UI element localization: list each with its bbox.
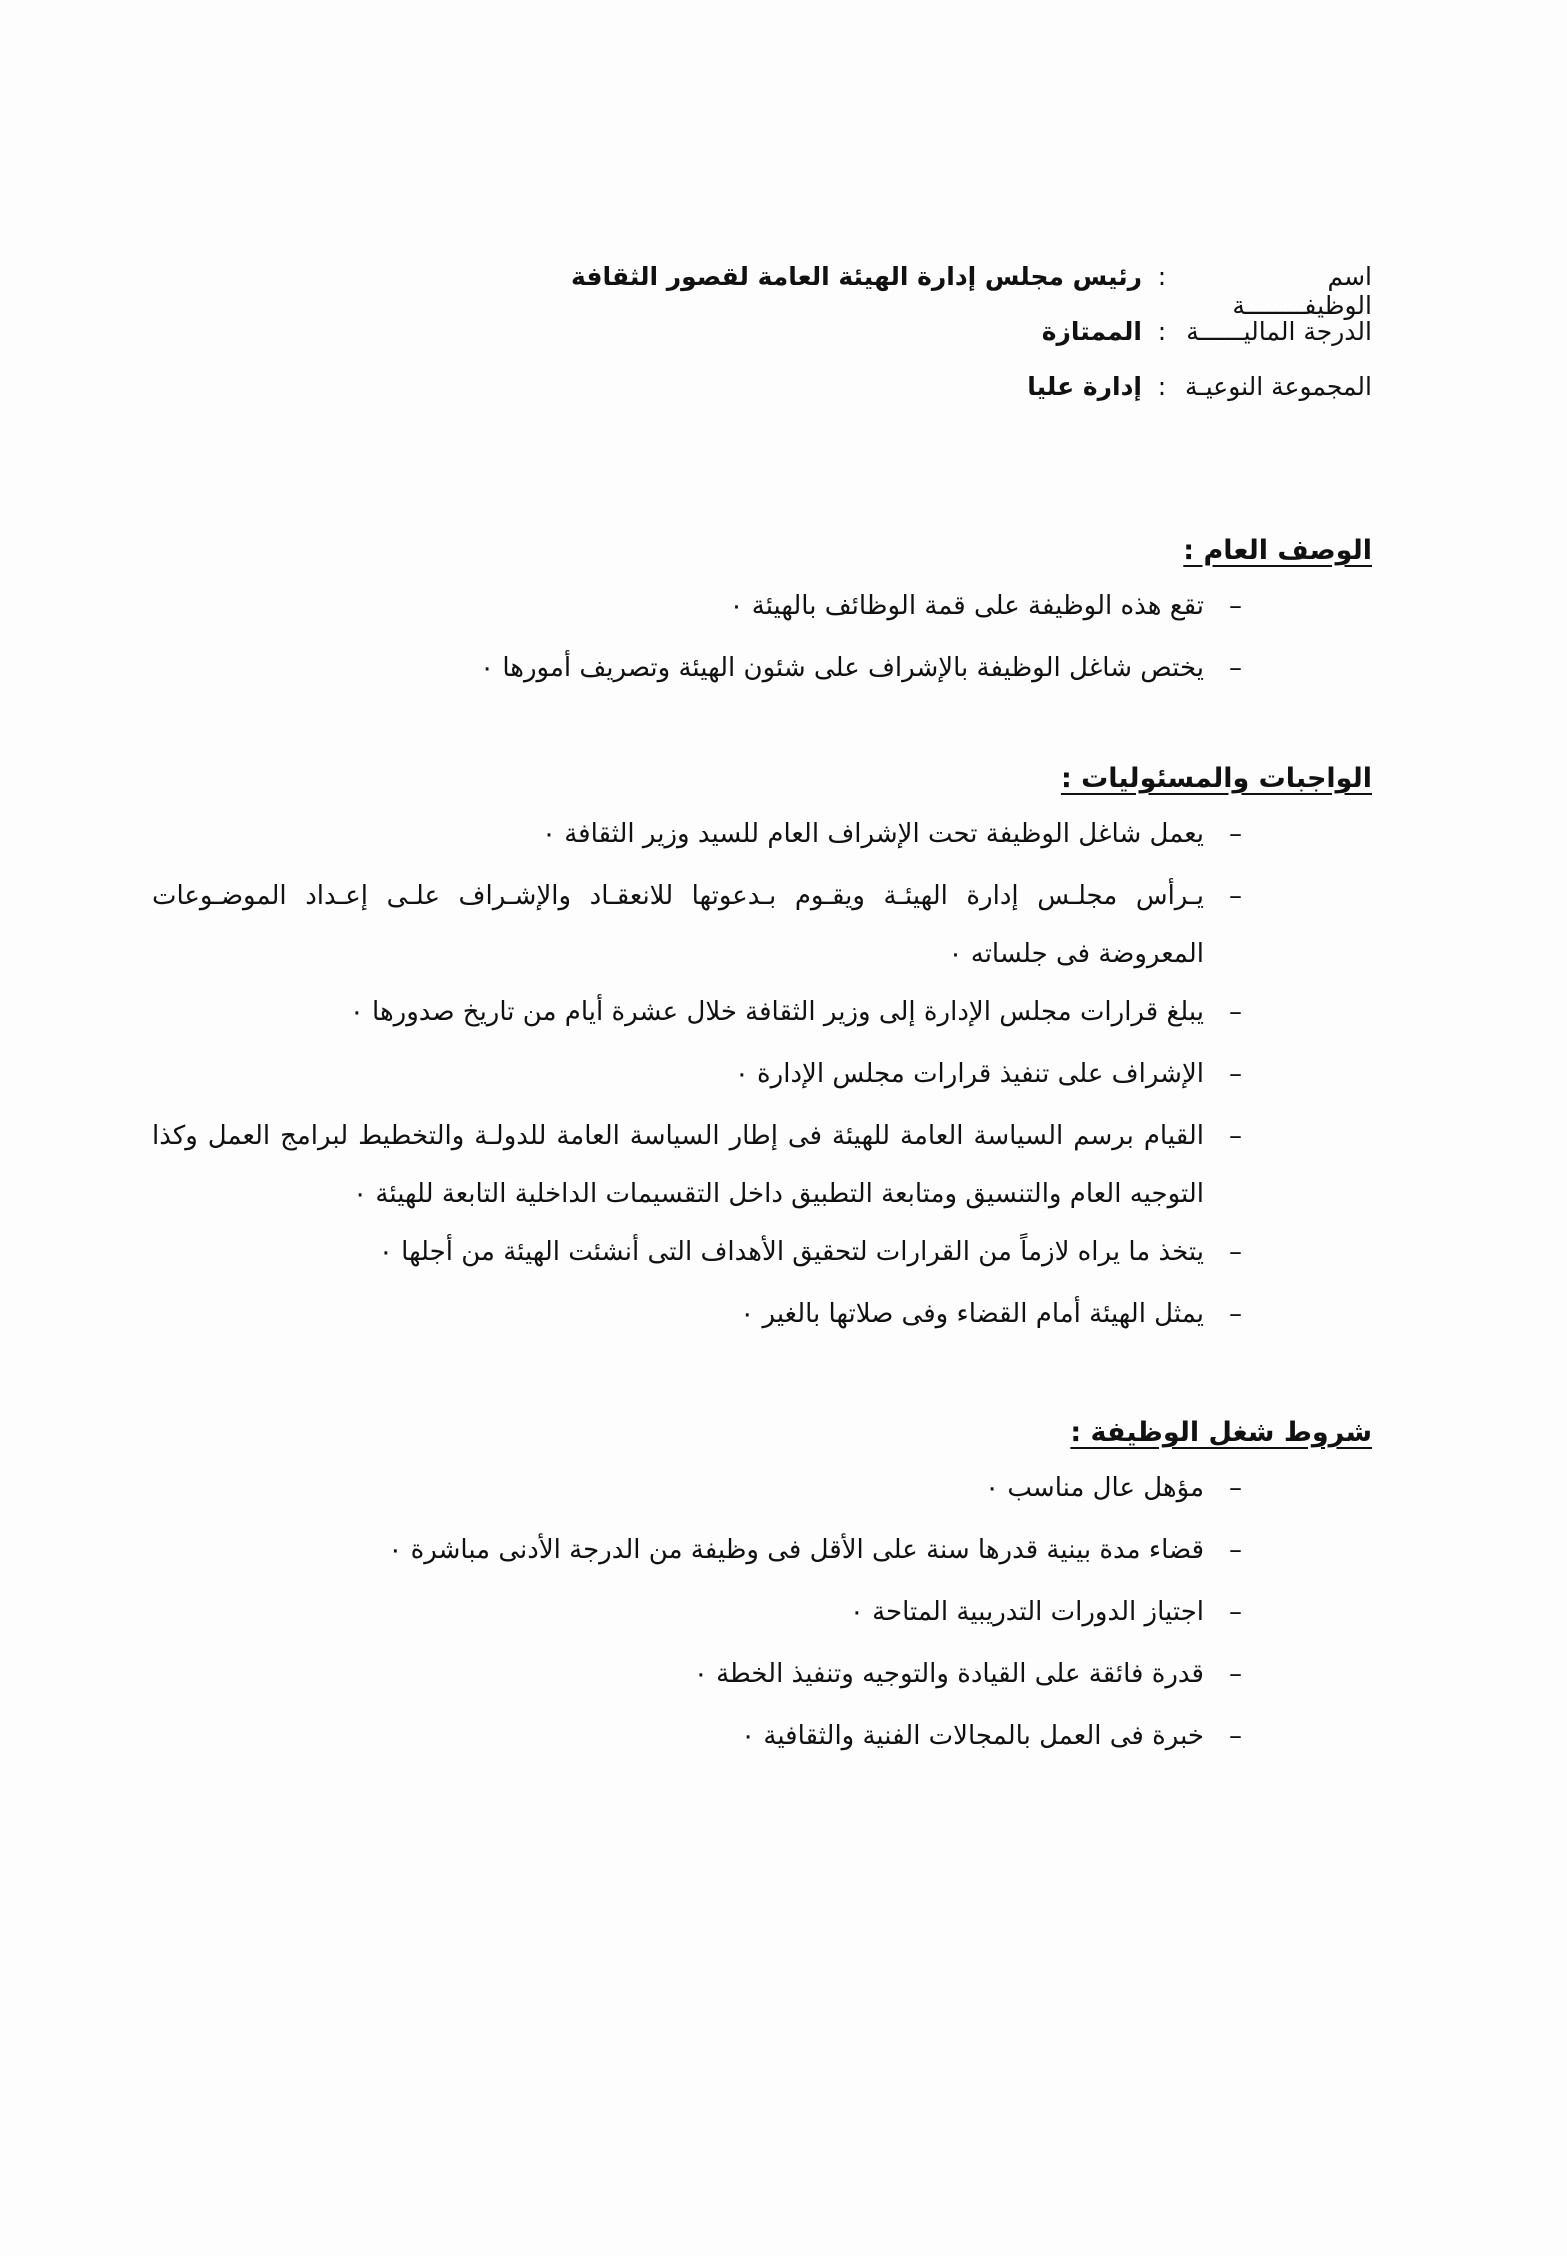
list-item [152, 577, 1372, 639]
list-item-text: قضاء مدة بينية قدرها سنة على الأقل فى وظيفة من الدرجة الأدنى مباشرة ٠ [388, 1535, 1204, 1565]
dash-bullet: – [1229, 1597, 1242, 1627]
list-item-text: يبلغ قرارات مجلس الإدارة إلى وزير الثقافة خلال عشرة أيام من تاريخ صدورها ٠ [349, 997, 1204, 1027]
job-title-label: اسم الوظيفــــــــة [1232, 262, 1372, 320]
dash-bullet: – [1229, 591, 1242, 621]
job-group-separator: : [1157, 372, 1167, 401]
job-group-row [152, 372, 1372, 427]
dash-bullet: – [1229, 997, 1242, 1027]
list-item [152, 1583, 1372, 1645]
list-item-text: يتخذ ما يراه لازماً من القرارات لتحقيق الأهداف التى أنشئت الهيئة من أجلها ٠ [378, 1237, 1204, 1267]
dash-bullet: – [1229, 1721, 1242, 1751]
list-item [152, 1645, 1372, 1707]
list-item-text: يمثل الهيئة أمام القضاء وفى صلاتها بالغير ٠ [740, 1299, 1204, 1329]
list-item [152, 1223, 1372, 1285]
dash-bullet: – [1229, 1299, 1242, 1329]
general-description-section [152, 525, 1372, 701]
job-title-separator: : [1157, 262, 1167, 291]
requirements-heading: شروط شغل الوظيفة : [1070, 1417, 1372, 1448]
dash-bullet: – [1229, 1535, 1242, 1565]
list-item [152, 639, 1372, 701]
list-item [152, 1459, 1372, 1521]
financial-grade-value: الممتازة [1041, 317, 1142, 346]
list-item [152, 1521, 1372, 1583]
dash-bullet: – [1229, 1237, 1242, 1267]
list-item-text: تقع هذه الوظيفة على قمة الوظائف بالهيئة ٠ [729, 591, 1204, 621]
list-item-text: قدرة فائقة على القيادة والتوجيه وتنفيذ الخطة ٠ [693, 1659, 1204, 1689]
dash-bullet: – [1229, 1121, 1242, 1151]
dash-bullet: – [1229, 653, 1242, 683]
list-item [152, 1045, 1372, 1107]
general-description-heading: الوصف العام : [1183, 535, 1372, 566]
list-item-text: اجتياز الدورات التدريبية المتاحة ٠ [849, 1597, 1204, 1627]
dash-bullet: – [1229, 881, 1242, 911]
list-item [152, 805, 1372, 867]
list-item [152, 867, 1372, 983]
financial-grade-row [152, 317, 1372, 372]
dash-bullet: – [1229, 1059, 1242, 1089]
list-item-text: مؤهل عال مناسب ٠ [985, 1473, 1204, 1503]
dash-bullet: – [1229, 819, 1242, 849]
job-title-row [152, 262, 1372, 320]
list-item-text: يعمل شاغل الوظيفة تحت الإشراف العام للسيد وزير الثقافة ٠ [541, 819, 1204, 849]
duties-heading: الواجبات والمسئوليات : [1060, 763, 1372, 794]
financial-grade-separator: : [1157, 317, 1167, 346]
financial-grade-label: الدرجة الماليــــــة [1186, 317, 1372, 346]
list-item [152, 1107, 1372, 1223]
job-group-value: إدارة عليا [1027, 372, 1142, 401]
list-item-text: يختص شاغل الوظيفة بالإشراف على شئون الهيئة وتصريف أمورها ٠ [480, 653, 1204, 683]
list-item [152, 983, 1372, 1045]
list-item-text: يـرأس مجلـس إدارة الهيئـة ويقـوم بـدعوتها للانعقـاد والإشـراف علـى إعـداد الموضـوعات المعروضة فى جلساته ٠ [152, 881, 1204, 969]
list-item [152, 1707, 1372, 1769]
job-title-value: رئيس مجلس إدارة الهيئة العامة لقصور الثقافة [571, 262, 1142, 291]
duties-section [152, 753, 1372, 1347]
list-item-text: خبرة فى العمل بالمجالات الفنية والثقافية ٠ [741, 1721, 1204, 1751]
list-item [152, 1285, 1372, 1347]
job-group-label: المجموعة النوعيـة [1185, 372, 1372, 401]
list-item-text: القيام برسم السياسة العامة للهيئة فى إطار السياسة العامة للدولـة والتخطيط لبرامج العمل وكذا التوجيه العام والتنسيق ومتابعة التطبيق داخل التقسيمات الداخلية التابعة للهيئة ٠ [152, 1121, 1204, 1209]
requirements-section [152, 1407, 1372, 1769]
dash-bullet: – [1229, 1473, 1242, 1503]
job-description [152, 262, 1372, 1769]
dash-bullet: – [1229, 1659, 1242, 1689]
list-item-text: الإشراف على تنفيذ قرارات مجلس الإدارة ٠ [734, 1059, 1204, 1089]
